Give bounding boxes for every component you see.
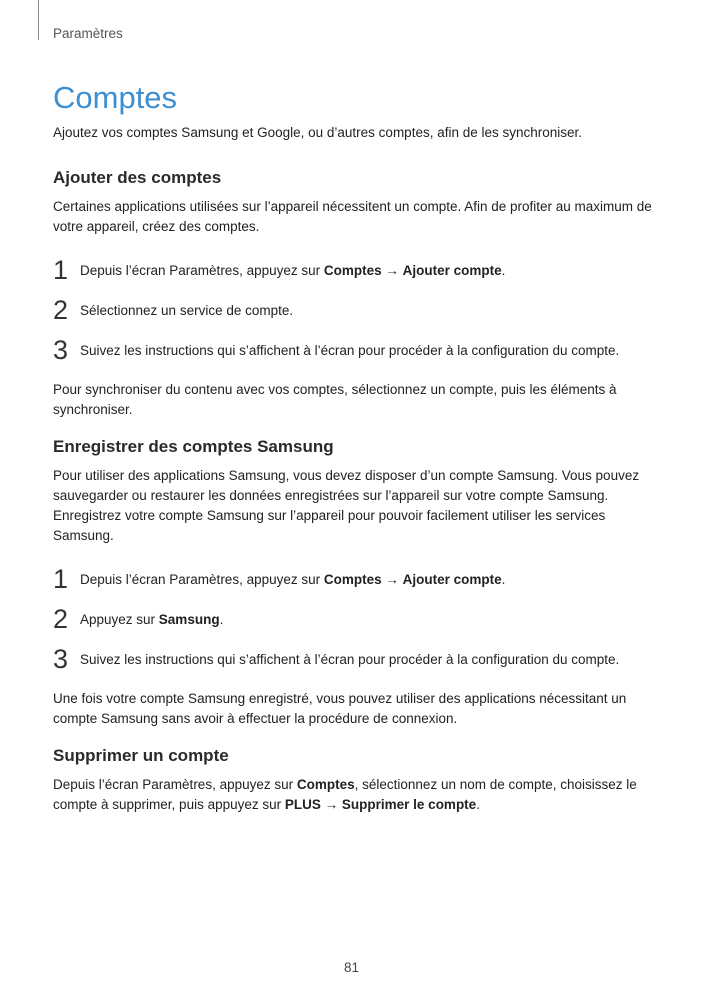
step-item bbox=[53, 639, 653, 679]
header-label: Paramètres bbox=[53, 26, 123, 41]
step-number: 3 bbox=[53, 643, 69, 674]
step-text: Sélectionnez un service de compte. bbox=[80, 302, 294, 318]
page-title: Comptes bbox=[53, 80, 178, 115]
step-number: 2 bbox=[53, 603, 69, 634]
page-number: 81 bbox=[343, 960, 360, 975]
section-note: Pour synchroniser du contenu avec vos comptes, sélectionnez un compte, puis les éléments à synchroniser. bbox=[53, 382, 617, 417]
section-paragraph: Pour utiliser des applications Samsung, vous devez disposer d’un compte Samsung. Vous pouvez sauvegarder ou restaurer les données enregistrées sur l’appareil sur votre compte Samsung. Enregistrez votre compte Samsung sur l’appareil pour pouvoir facilement utiliser les services Samsung. bbox=[53, 468, 640, 543]
section-title: Supprimer un compte bbox=[53, 746, 229, 765]
steps-list bbox=[53, 250, 653, 370]
step-number: 2 bbox=[53, 294, 69, 325]
header-rule bbox=[38, 0, 39, 40]
intro-text: Ajoutez vos comptes Samsung et Google, ou d’autres comptes, afin de les synchroniser. bbox=[53, 125, 583, 140]
step-item bbox=[53, 330, 653, 370]
step-item bbox=[53, 559, 653, 599]
steps-list bbox=[53, 559, 653, 679]
step-item bbox=[53, 290, 653, 330]
section-title: Enregistrer des comptes Samsung bbox=[53, 437, 334, 456]
step-number: 1 bbox=[53, 563, 69, 594]
section-paragraph: Certaines applications utilisées sur l’appareil nécessitent un compte. Afin de profiter au maximum de votre appareil, créez des comptes. bbox=[53, 199, 652, 234]
step-text: Suivez les instructions qui s’affichent à l’écran pour procéder à la configuration du compte. bbox=[80, 342, 620, 358]
section-delete-account bbox=[53, 746, 653, 815]
step-number: 3 bbox=[53, 334, 69, 365]
step-item bbox=[53, 250, 653, 290]
section-note: Une fois votre compte Samsung enregistré, vous pouvez utiliser des applications nécessitant un compte Samsung sans avoir à effectuer la procédure de connexion. bbox=[53, 691, 627, 726]
step-text: Suivez les instructions qui s’affichent à l’écran pour procéder à la configuration du compte. bbox=[80, 651, 620, 667]
section-add-accounts bbox=[53, 168, 653, 420]
section-title: Ajouter des comptes bbox=[53, 168, 222, 187]
step-text: Appuyez sur Samsung. bbox=[80, 611, 224, 627]
section-paragraph: Depuis l’écran Paramètres, appuyez sur Comptes, sélectionnez un nom de compte, choisissez le compte à supprimer, puis appuyez sur PLUS → Supprimer le compte. bbox=[53, 777, 637, 812]
step-number: 1 bbox=[53, 254, 69, 285]
step-text: Depuis l’écran Paramètres, appuyez sur Comptes → Ajouter compte. bbox=[80, 262, 506, 278]
step-text: Depuis l’écran Paramètres, appuyez sur Comptes → Ajouter compte. bbox=[80, 571, 506, 587]
step-item bbox=[53, 599, 653, 639]
section-samsung-account bbox=[53, 437, 653, 729]
